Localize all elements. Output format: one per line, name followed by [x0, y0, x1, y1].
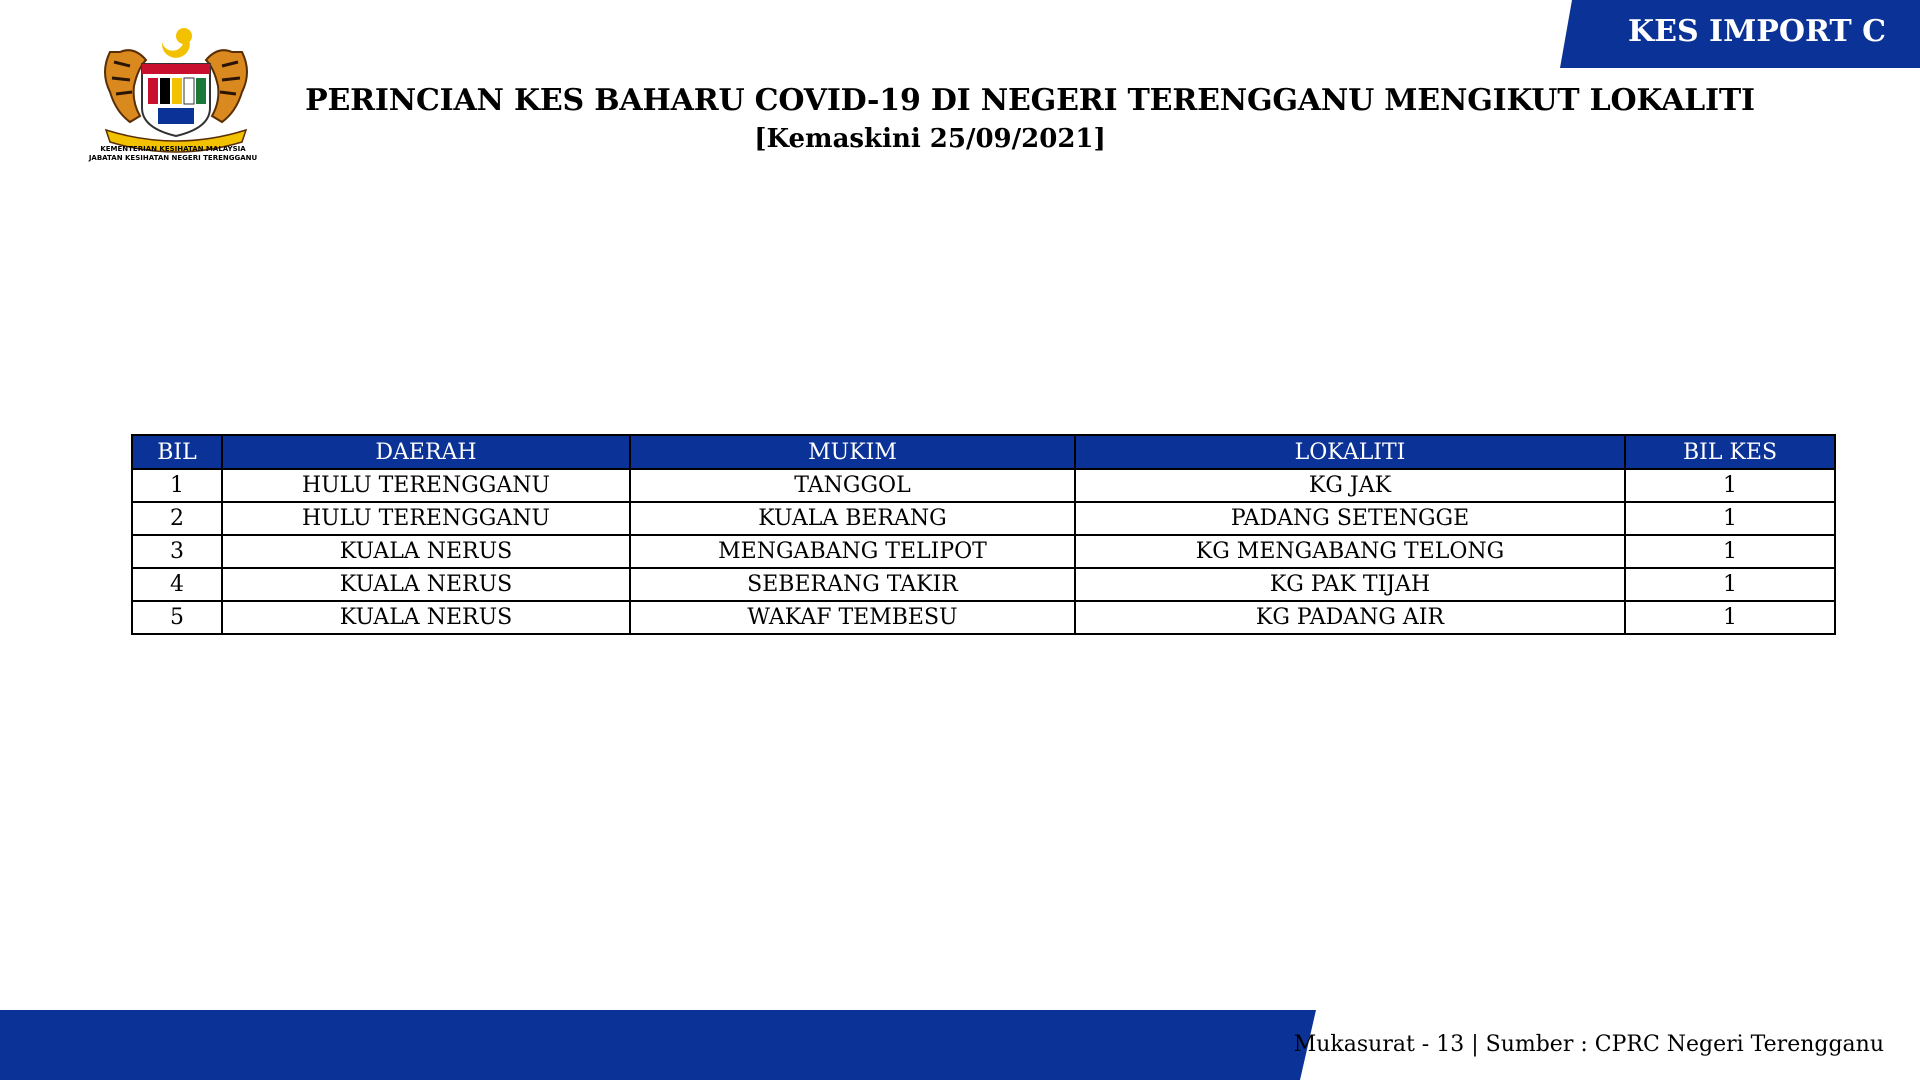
- cell-mukim: TANGGOL: [630, 469, 1075, 502]
- header-mukim: MUKIM: [630, 435, 1075, 469]
- cell-mukim: WAKAF TEMBESU: [630, 601, 1075, 634]
- cell-lokaliti: KG PADANG AIR: [1075, 601, 1625, 634]
- footer-bar: [0, 1010, 1316, 1080]
- table-row: [132, 469, 1835, 502]
- cell-bil-kes: 1: [1625, 601, 1835, 634]
- cell-bil: 1: [132, 469, 222, 502]
- header-bil: BIL: [132, 435, 222, 469]
- cell-daerah: KUALA NERUS: [222, 601, 630, 634]
- cell-daerah: KUALA NERUS: [222, 568, 630, 601]
- cell-bil: 3: [132, 535, 222, 568]
- cell-bil-kes: 1: [1625, 469, 1835, 502]
- logo-caption-ministry: KEMENTERIAN KESIHATAN MALAYSIA: [100, 145, 246, 153]
- footer-source: Mukasurat - 13 | Sumber : CPRC Negeri Terengganu: [1293, 1032, 1884, 1057]
- case-table: [131, 434, 1836, 635]
- cell-bil-kes: 1: [1625, 502, 1835, 535]
- table-row: [132, 568, 1835, 601]
- cell-mukim: MENGABANG TELIPOT: [630, 535, 1075, 568]
- cell-bil-kes: 1: [1625, 535, 1835, 568]
- table-row: [132, 502, 1835, 535]
- cell-daerah: KUALA NERUS: [222, 535, 630, 568]
- cell-bil: 4: [132, 568, 222, 601]
- header-lokaliti: LOKALITI: [1075, 435, 1625, 469]
- cell-lokaliti: KG JAK: [1075, 469, 1625, 502]
- tag-label: KES IMPORT C: [1628, 14, 1887, 49]
- cell-mukim: KUALA BERANG: [630, 502, 1075, 535]
- table-row: [132, 601, 1835, 634]
- table-header-row: [132, 435, 1835, 469]
- cell-bil: 5: [132, 601, 222, 634]
- cell-bil-kes: 1: [1625, 568, 1835, 601]
- cell-lokaliti: KG MENGABANG TELONG: [1075, 535, 1625, 568]
- coat-of-arms-logo: [96, 22, 256, 162]
- cell-lokaliti: PADANG SETENGGE: [1075, 502, 1625, 535]
- cell-mukim: SEBERANG TAKIR: [630, 568, 1075, 601]
- header-bil-kes: BIL KES: [1625, 435, 1835, 469]
- update-date: [Kemaskini 25/09/2021]: [754, 124, 1106, 154]
- cell-bil: 2: [132, 502, 222, 535]
- cell-daerah: HULU TERENGGANU: [222, 502, 630, 535]
- cell-lokaliti: KG PAK TIJAH: [1075, 568, 1625, 601]
- logo-caption-department: JABATAN KESIHATAN NEGERI TERENGGANU: [88, 154, 258, 162]
- table-row: [132, 535, 1835, 568]
- header-daerah: DAERAH: [222, 435, 630, 469]
- cell-daerah: HULU TERENGGANU: [222, 469, 630, 502]
- page-title: PERINCIAN KES BAHARU COVID-19 DI NEGERI TERENGGANU MENGIKUT LOKALITI: [305, 83, 1755, 118]
